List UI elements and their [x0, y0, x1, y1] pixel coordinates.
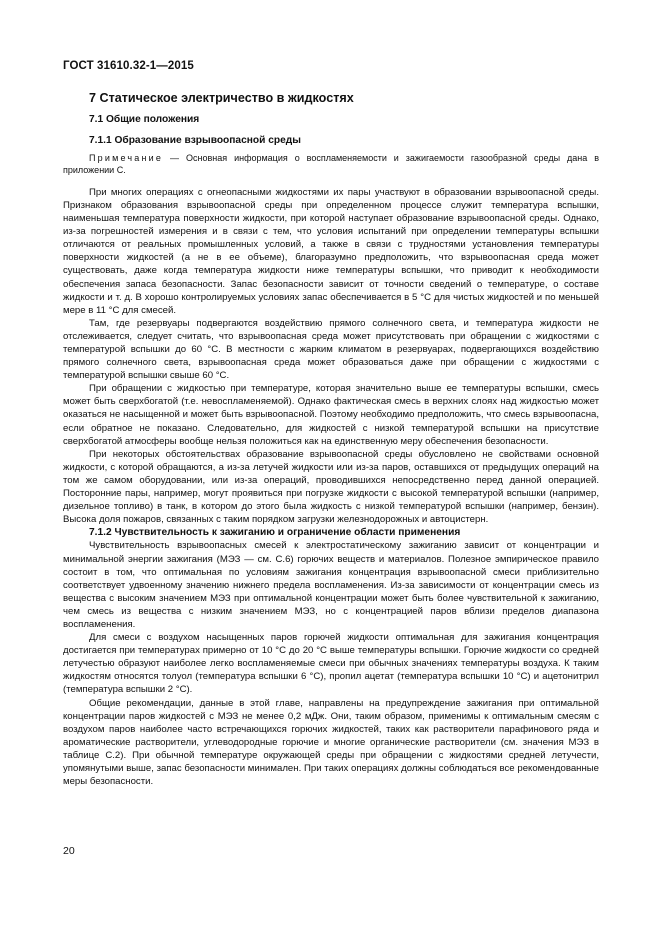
subsection-title: 7.1 Общие положения [89, 114, 200, 126]
paragraph: Чувствительность взрывоопасных смесей к электростатическому зажиганию зависит от концентрации и минимальной энергии зажигания (МЭЗ — см. С.6) горючих веществ и материалов. Полезное эмпирическое правило состоит в том, что оптимальная по условиям зажигания концентрация взрывоопасной смеси приблизительно соответствует удвоенному значению нижнего предела воспламенения. Из-за зависимости от концентрации смесь из вещества с высоким значением МЭЗ при оптимальной концентрации может быть более чувствительной к зажиганию, чем смесь из вещества с низким значением МЭЗ, но с концентрацией паров вблизи пределов диапазона воспламенения. [63, 540, 599, 630]
note [63, 153, 599, 177]
note-label: Примечание [89, 153, 164, 164]
subsubsection-title-2: 7.1.2 Чувствительность к зажиганию и ограничение области применения [89, 527, 461, 539]
paragraph: Общие рекомендации, данные в этой главе, направлены на предупреждение зажигания при оптимальной концентрации паров жидкостей с МЭЗ не менее 0,2 мДж. Они, таким образом, применимы к оптимальным смесям с воздухом паров наиболее часто встречающихся горючих жидкостей, таких как растворители парафинового ряда и ароматические растворители, углеводородные горючие и многие органические растворители (см. значения МЭЗ в таблице С.2). При обычной температуре окружающей среды при обращении с жидкостями средней летучести, упомянутыми выше, запас безопасности минимален. При таких операциях должны соблюдаться все рекомендованные меры безопасности. [63, 697, 599, 788]
paragraph: При некоторых обстоятельствах образование взрывоопасной среды обусловлено не свойствами основной жидкости, с которой обращаются, а из-за летучей жидкости или из-за паров, оставшихся от предыдущих операций на том же самом оборудовании, или из-за операций, проводившихся непосредственно перед данной операцией. Посторонние пары, например, могут проявиться при погрузке жидкости с высокой температурой вспышки (например, дизельное топливо) в танк, в котором до этого была жидкость с низкой температурой вспышки (например, бензин). Высока доля пожаров, связанных с таким порядком загрузки железнодорожных и автоцистерн. [63, 448, 599, 526]
paragraph: Для смеси с воздухом насыщенных паров горючей жидкости оптимальная для зажигания концентрация достигается при температурах примерно от 10 °С до 20 °С выше температуры вспышки. Горючие жидкости со средней летучестью образуют наиболее легко воспламеняемые смеси при обычных значениях температуры воздуха. К таким жидкостям относятся толуол (температура вспышки 6 °С), пропил ацетат (температура вспышки 10 °С) и ацетонитрил (температура вспышки 2 °С). [63, 632, 599, 696]
paragraph: При обращении с жидкостью при температуре, которая значительно выше ее температуры вспышки, смесь может быть сверхбогатой (т.е. невоспламеняемой). Однако фактическая смесь в верхних слоях над жидкостью может оказаться не насыщенной и может быть взрывоопасной. Поэтому необходимо предположить, что смесь взрывоопасна, если обратное не показано. Следовательно, для жидкостей с низкой температурой вспышки на присутствие сверхбогатой атмосферы вообще нельзя положиться как на единственную меру обеспечения безопасности. [63, 383, 599, 447]
page-number: 20 [63, 845, 75, 857]
paragraph: Там, где резервуары подвергаются воздействию прямого солнечного света, и температура жидкости не отслеживается, следует считать, что взрывоопасная среда может присутствовать при обращении с жидкостями с температурой вспышки до 60 °С. В местности с жарким климатом в резервуарах, подвергающихся воздействию прямого солнечного света, взрывоопасная среда может образоваться даже при обращении с жидкостями с температурой вспышки свыше 60 °С. [63, 317, 599, 382]
paragraph: При многих операциях с огнеопасными жидкостями их пары участвуют в образовании взрывоопасной среды. Признаком образования взрывоопасной среды при определенном процессе служит температура вспышки, наименьшая температура поверхности жидкости, при которой наступает образование взрывоопасной среды. Однако, из-за погрешностей измерения и в связи с тем, что условия испытаний при определении температуры вспышки отличаются от реальных промышленных условий, а также в связи с трудностями установления температуры поверхности жидкостей (а не в ее объеме), благоразумно предположить, что взрывоопасная среда может существовать, даже когда температура жидкости ниже температуры вспышки, что приводит к необходимости обеспечения запаса безопасности. Запас безопасности зависит от точности сведений о температуре, о составе жидкости и т. д. В хорошо контролируемых условиях запас обеспечивается в 5 °С для чистых жидкостей и по меньшей мере в 11 °С для смесей. [63, 186, 599, 316]
section-title: 7 Статическое электричество в жидкостях [89, 91, 354, 105]
subsubsection-title-1: 7.1.1 Образование взрывоопасной среды [89, 135, 301, 147]
document-id-header: ГОСТ 31610.32-1—2015 [63, 60, 194, 72]
page-content [63, 92, 599, 788]
note-text: — Основная информация о воспламеняемости и зажигаемости газообразной среды дана в приложении С. [63, 153, 599, 176]
